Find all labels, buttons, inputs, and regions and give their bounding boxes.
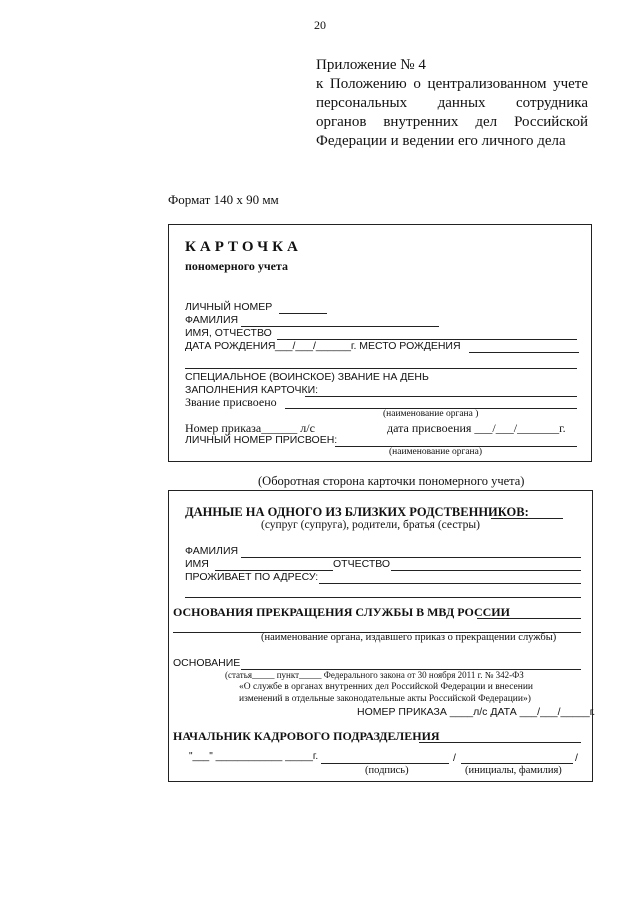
relative-address-field-2[interactable] <box>185 597 581 598</box>
name-patronymic-label: ИМЯ, ОТЧЕСТВО <box>185 327 272 339</box>
rank-label-line2: ЗАПОЛНЕНИЯ КАРТОЧКИ: <box>185 384 319 396</box>
signature-date: "___" ____________ _____г. <box>189 751 319 762</box>
initials-hint: (инициалы, фамилия) <box>465 765 562 776</box>
org-name-hint: (наименование органа ) <box>383 409 479 419</box>
birth-place-field[interactable] <box>469 352 579 353</box>
card-subtitle: пономерного учета <box>185 259 288 273</box>
termination-field[interactable] <box>477 618 581 619</box>
birth-date-and-place: ___/___/______г. МЕСТО РОЖДЕНИЯ <box>275 340 461 352</box>
relative-surname-label: ФАМИЛИЯ <box>185 545 239 557</box>
birth-date-label: ДАТА РОЖДЕНИЯ <box>185 340 276 352</box>
initials-field[interactable] <box>461 763 573 764</box>
relative-address-field[interactable] <box>319 583 581 584</box>
relative-address-label: ПРОЖИВАЕТ ПО АДРЕСУ: <box>185 571 319 583</box>
rank-field[interactable] <box>305 396 577 397</box>
assign-date-label: дата присвоения ___/___/_______г. <box>387 421 566 435</box>
relative-hint: (супруг (супруга), родители, братья (сестры) <box>261 519 480 531</box>
basis-label: ОСНОВАНИЕ <box>173 657 241 669</box>
termination-order: НОМЕР ПРИКАЗА ____л/с ДАТА ___/___/_____г. <box>357 706 596 718</box>
number-assigned-label: ЛИЧНЫЙ НОМЕР ПРИСВОЕН: <box>185 434 338 446</box>
rank-assigned-label: Звание присвоено <box>185 395 277 409</box>
relative-patronymic-field[interactable] <box>391 570 581 571</box>
relative-patronymic-label: ОТЧЕСТВО <box>333 558 391 570</box>
law-line-3: изменений в отдельные законодательные акты Российской Федерации») <box>239 694 531 704</box>
relative-name-label: ИМЯ <box>185 558 209 570</box>
personal-number-field[interactable] <box>279 313 327 314</box>
signature-hint: (подпись) <box>365 765 409 776</box>
relative-type-field[interactable] <box>491 518 563 519</box>
surname-label: ФАМИЛИЯ <box>185 314 239 326</box>
head-field[interactable] <box>419 742 581 743</box>
card-back <box>168 490 596 782</box>
order-number-label: Номер приказа______ л/с <box>185 421 315 435</box>
appendix-line-4: органов внутренних дел Российской <box>316 114 588 130</box>
law-line-1: (статья_____ пункт_____ Федерального закона от 30 ноября 2011 г. № 342-ФЗ <box>225 670 524 680</box>
card-title: КАРТОЧКА <box>185 239 302 255</box>
slash-1: / <box>453 752 456 764</box>
format-label: Формат 140 х 90 мм <box>168 192 279 207</box>
rank-label-line1: СПЕЦИАЛЬНОЕ (ВОИНСКОЕ) ЗВАНИЕ НА ДЕНЬ <box>185 371 429 383</box>
appendix-line-5: Федерации и ведении его личного дела <box>316 133 566 149</box>
appendix-header <box>316 56 588 151</box>
head-title: НАЧАЛЬНИК КАДРОВОГО ПОДРАЗДЕЛЕНИЯ <box>173 729 440 743</box>
law-line-2: «О службе в органах внутренних дел Российской Федерации и внесении <box>239 682 534 692</box>
termination-hint: (наименование органа, издавшего приказ о прекращении службы) <box>261 632 557 643</box>
relative-title: ДАННЫЕ НА ОДНОГО ИЗ БЛИЗКИХ РОДСТВЕННИКОВ: <box>185 505 529 519</box>
relative-surname-field[interactable] <box>241 557 581 558</box>
page-number: 20 <box>314 18 326 32</box>
appendix-line-2: к Положению о централизованном учете <box>316 76 588 92</box>
personal-number-label: ЛИЧНЫЙ НОМЕР <box>185 301 273 313</box>
reverse-side-caption: (Оборотная сторона карточки пономерного учета) <box>258 474 525 488</box>
card-front <box>168 224 592 462</box>
signature-field[interactable] <box>321 763 449 764</box>
appendix-line-3: персональных данных сотрудника <box>316 95 588 111</box>
slash-2: / <box>575 752 578 764</box>
appendix-line-1: Приложение № 4 <box>316 57 426 73</box>
blank-line <box>185 368 577 369</box>
termination-title: ОСНОВАНИЯ ПРЕКРАЩЕНИЯ СЛУЖБЫ В МВД РОССИИ <box>173 605 510 619</box>
org-name-hint-2: (наименование органа) <box>389 447 483 457</box>
